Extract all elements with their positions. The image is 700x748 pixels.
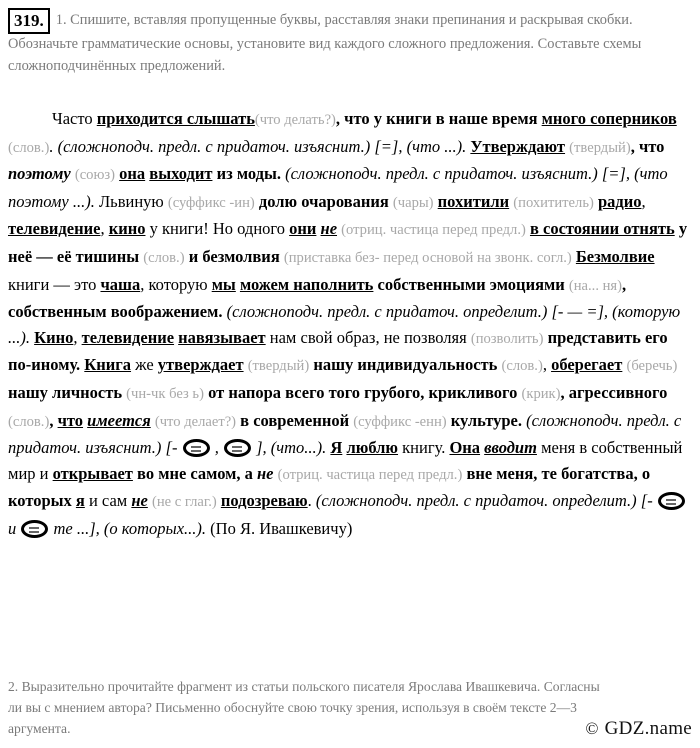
answer-text: , (641, 191, 646, 211)
answer-text: Часто (52, 109, 97, 128)
grammar-base: Кино (34, 327, 74, 347)
grammar-base: Книга (84, 355, 132, 375)
answer-text: , которую (140, 274, 212, 294)
annotation: (что делать?) (254, 112, 336, 128)
sentence-scheme: (сложноподч. предл. с придаточ. определит.) [- (315, 491, 657, 511)
answer-text: у книги! Но одного (145, 219, 290, 239)
grammar-base: оберегает (551, 355, 623, 375)
annotation: (слов.) (8, 139, 50, 156)
watermark-site: GDZ.name (604, 718, 692, 739)
grammar-base: похитили (437, 191, 510, 211)
grammar-base: вводит (484, 438, 537, 458)
annotation: (на... ня) (568, 277, 622, 294)
answer-text: , собственным воображением. (8, 274, 627, 322)
answer-text: нам свой образ, не позволяя (265, 327, 471, 347)
grammar-base: подозреваю (220, 491, 308, 511)
answer-text: , что (630, 136, 665, 156)
sentence-scheme: , (210, 438, 223, 458)
answer-text: собственными эмоциями (373, 274, 569, 294)
grammar-base: в состоянии отнять (529, 219, 675, 239)
annotation: (твердый) (247, 358, 310, 375)
grammar-base: приходится слышать (96, 109, 255, 128)
annotation: (чн-чк без ь) (126, 385, 204, 402)
answer-text: в современной (236, 410, 354, 430)
answer-text: , (73, 327, 82, 347)
answer-text: , что у книги в наше время (335, 109, 542, 128)
task-2-instruction: 2. Выразительно прочитайте фрагмент из статьи польского писателя Ярослава Ивашкевича. Согласны ли вы с мнением автора? Письменно обоснуйте свою точку зрения, используя в своём тексте 2—3 аргумента. (8, 679, 600, 736)
answer-text: , (100, 219, 109, 239)
answer-text: во мне самом, а (132, 463, 257, 483)
task-1-text: 1. Спишите, вставляя пропущенные буквы, расставляя знаки препинания и раскрывая скобки. Обозначьте грамматические основы, установите вид каждого сложного предложения. Составьте схемы сложноподчинённых предложений. (8, 12, 642, 74)
schema-circle-equals-icon (224, 439, 251, 457)
grammar-base: выходит (149, 164, 213, 184)
answer-text: и сам (84, 491, 132, 511)
sentence-scheme: (сложноподч. предл. с придаточ. определит.) [- — =], (которую ...). (8, 302, 681, 347)
answer-text: же (131, 355, 158, 375)
answer-text: из моды. (212, 164, 286, 184)
answer-text: книгу. (398, 438, 450, 458)
sentence-scheme: и (8, 518, 21, 538)
task-1-instruction (8, 8, 692, 77)
copyright-icon: © (585, 719, 599, 738)
annotation: (что делает?) (154, 413, 237, 430)
answer-text: долю очарования (254, 191, 393, 211)
source-attribution: (По Я. Ивашкевичу) (210, 518, 353, 538)
annotation: (не с глаг.) (151, 494, 217, 511)
grammar-base: я (75, 491, 85, 511)
grammar-base: утверждает (157, 355, 244, 375)
annotation: (беречь) (626, 358, 678, 375)
answer-text: книги — это (8, 274, 101, 294)
grammar-base: Она (449, 438, 481, 458)
grammar-base: она (119, 164, 146, 184)
answer-text: меня в собственный мир и (8, 438, 683, 483)
schema-circle-equals-icon (183, 439, 210, 457)
annotation: (слов.) (8, 413, 50, 430)
grammar-base: люблю (346, 438, 399, 458)
grammar-base: открывает (52, 463, 133, 483)
answer-text: . (307, 491, 316, 511)
sentence-scheme: (сложноподч. предл. с придаточ. изъяснит.) [=], (что поэтому ...). (8, 164, 668, 211)
schema-circle-equals-icon (658, 492, 685, 510)
grammar-base: Утверждают (470, 136, 566, 156)
grammar-base: мы (211, 274, 236, 294)
answer-text: Львиную (98, 191, 168, 211)
annotation: (отриц. частица перед предл.) (341, 222, 526, 239)
answer-body (8, 106, 692, 542)
grammar-base: чаша (100, 274, 141, 294)
sentence-scheme: ], (что...). (251, 438, 331, 458)
grammar-base: Безмолвие (575, 246, 655, 266)
annotation: (твердый) (569, 139, 631, 156)
emphasis-word: не (257, 463, 274, 483)
grammar-base: телевидение (8, 219, 101, 239)
annotation: (крик) (521, 385, 561, 402)
annotation: (слов.) (501, 358, 543, 375)
grammar-base: кино (108, 219, 146, 239)
sentence-scheme: те ...], (о которых...). (49, 518, 211, 538)
annotation: (позволить) (470, 330, 544, 347)
answer-text: нашу личность (8, 382, 127, 402)
annotation: (суффикс -енн) (353, 413, 447, 430)
grammar-base: что (57, 410, 84, 430)
grammar-base: радио (597, 191, 642, 211)
sentence-scheme: . (сложноподч. предл. с придаточ. изъяснит.) [=], (что ...). (49, 136, 471, 156)
emphasis-word: не (320, 219, 338, 239)
grammar-base: можем наполнить (239, 274, 374, 294)
sentence-scheme: (сложноподч. предл. с придаточ. изъяснит.) [- (8, 410, 682, 458)
answer-text: культуре. (446, 410, 527, 430)
answer-text: у неё — её тишины (8, 219, 688, 266)
annotation: (чары) (392, 194, 434, 211)
emphasis-word: не (131, 491, 148, 511)
exercise-number: 319. (8, 8, 50, 34)
answer-text: , (542, 355, 552, 375)
emphasis-word: поэтому (8, 164, 71, 184)
grammar-base: телевидение (81, 327, 175, 347)
annotation: (слов.) (143, 249, 185, 266)
annotation: (союз) (74, 167, 116, 184)
answer-text: , агрессивного (560, 382, 668, 402)
grammar-base: много соперников (541, 109, 677, 128)
grammar-base: имеется (87, 410, 151, 430)
answer-text: , (49, 410, 58, 430)
answer-text: представить его по-иному. (8, 327, 668, 375)
schema-circle-equals-icon (21, 520, 48, 538)
answer-text: и безмолвия (184, 246, 284, 266)
annotation: (суффикс -ин) (167, 194, 255, 211)
answer-text: нашу индивидуальность (309, 355, 502, 375)
grammar-base: навязывает (178, 327, 266, 347)
grammar-base: Я (330, 438, 343, 458)
watermark (585, 718, 692, 740)
answer-text: вне меня, те богатства, о которых (8, 463, 651, 511)
annotation: (похититель) (513, 194, 594, 211)
annotation: (отриц. частица перед предл.) (277, 466, 463, 483)
answer-text: от напора всего того грубого, крикливого (203, 382, 522, 402)
grammar-base: они (289, 219, 317, 239)
annotation: (приставка без- перед основой на звонк. согл.) (283, 249, 572, 266)
